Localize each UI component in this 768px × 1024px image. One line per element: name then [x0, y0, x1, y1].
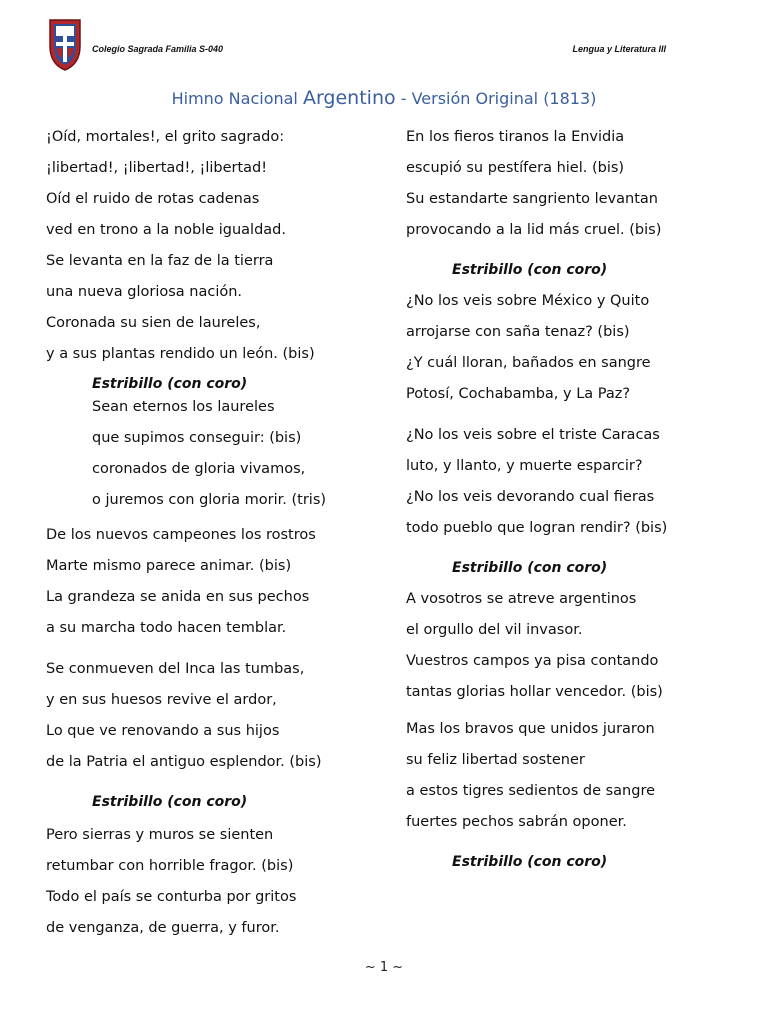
chorus — [46, 394, 376, 518]
verse-line: todo pueblo que logran rendir? (bis) — [406, 520, 668, 536]
title-part-3: - Versión Original (1813) — [395, 89, 597, 108]
refrain-heading: Estribillo (con coro) — [452, 262, 608, 278]
verse-line: Lo que ve renovando a sus hijos — [46, 723, 280, 739]
verse-line: provocando a la lid más cruel. (bis) — [406, 222, 662, 238]
page-title — [0, 87, 768, 109]
verse-line: Pero sierras y muros se sienten — [46, 827, 274, 843]
title-part-1: Himno Nacional — [171, 89, 303, 108]
verse-line: De los nuevos campeones los rostros — [46, 527, 316, 543]
right-column — [406, 124, 746, 880]
chorus-line: Sean eternos los laureles — [92, 399, 275, 415]
verse-line: a su marcha todo hacen temblar. — [46, 620, 287, 636]
stanza-8 — [406, 586, 746, 710]
verse-line: Oíd el ruido de rotas cadenas — [46, 191, 260, 207]
title-part-2: Argentino — [302, 87, 396, 109]
refrain-heading: Estribillo (con coro) — [452, 854, 608, 870]
verse-line: de la Patria el antiguo esplendor. (bis) — [46, 754, 322, 770]
verse-line: a estos tigres sedientos de sangre — [406, 783, 656, 799]
chorus-line: que supimos conseguir: (bis) — [92, 430, 302, 446]
verse-line: ¿Y cuál lloran, bañados en sangre — [406, 355, 651, 371]
left-column — [46, 124, 376, 946]
verse-line: y en sus huesos revive el ardor, — [46, 692, 277, 708]
refrain-heading: Estribillo (con coro) — [452, 560, 608, 576]
verse-line: y a sus plantas rendido un león. (bis) — [46, 346, 315, 362]
stanza-1 — [46, 124, 376, 372]
stanza-7 — [406, 422, 746, 546]
verse-line: ¿No los veis sobre el triste Caracas — [406, 427, 660, 443]
verse-line: Mas los bravos que unidos juraron — [406, 721, 655, 737]
verse-line: ¡libertad!, ¡libertad!, ¡libertad! — [46, 160, 268, 176]
stanza-4 — [46, 822, 376, 946]
verse-line: su feliz libertad sostener — [406, 752, 585, 768]
verse-line: A vosotros se atreve argentinos — [406, 591, 637, 607]
verse-line: Todo el país se conturba por gritos — [46, 889, 297, 905]
verse-line: tantas glorias hollar vencedor. (bis) — [406, 684, 663, 700]
verse-line: ¡Oíd, mortales!, el grito sagrado: — [46, 129, 285, 145]
chorus-heading: Estribillo (con coro) — [92, 376, 248, 392]
verse-line: ved en trono a la noble igualdad. — [46, 222, 286, 238]
verse-line: de venganza, de guerra, y furor. — [46, 920, 280, 936]
header-subject: Lengua y Literatura III — [572, 44, 666, 54]
verse-line: ¿No los veis sobre México y Quito — [406, 293, 650, 309]
verse-line: Marte mismo parece animar. (bis) — [46, 558, 292, 574]
verse-line: una nueva gloriosa nación. — [46, 284, 243, 300]
verse-line: La grandeza se anida en sus pechos — [46, 589, 310, 605]
school-crest-logo — [48, 16, 82, 72]
verse-line: ¿No los veis devorando cual fieras — [406, 489, 655, 505]
verse-line: Vuestros campos ya pisa contando — [406, 653, 659, 669]
verse-line: fuertes pechos sabrán oponer. — [406, 814, 627, 830]
verse-line: Se levanta en la faz de la tierra — [46, 253, 274, 269]
refrain-heading: Estribillo (con coro) — [92, 794, 248, 810]
stanza-5 — [406, 124, 746, 248]
verse-line: Potosí, Cochabamba, y La Paz? — [406, 386, 631, 402]
verse-line: Su estandarte sangriento levantan — [406, 191, 658, 207]
verse-line: escupió su pestífera hiel. (bis) — [406, 160, 625, 176]
verse-line: Se conmueven del Inca las tumbas, — [46, 661, 305, 677]
verse-line: el orgullo del vil invasor. — [406, 622, 583, 638]
stanza-2 — [46, 522, 376, 646]
chorus-line: coronados de gloria vivamos, — [92, 461, 306, 477]
stanza-9 — [406, 716, 746, 840]
chorus-line: o juremos con gloria morir. (tris) — [92, 492, 327, 508]
stanza-3 — [46, 656, 376, 780]
verse-line: arrojarse con saña tenaz? (bis) — [406, 324, 630, 340]
page-number: ~ 1 ~ — [364, 960, 404, 975]
verse-line: En los fieros tiranos la Envidia — [406, 129, 625, 145]
verse-line: retumbar con horrible fragor. (bis) — [46, 858, 294, 874]
stanza-6 — [406, 288, 746, 412]
header-school-name: Colegio Sagrada Familia S-040 — [92, 44, 224, 54]
verse-line: luto, y llanto, y muerte esparcir? — [406, 458, 643, 474]
verse-line: Coronada su sien de laureles, — [46, 315, 261, 331]
